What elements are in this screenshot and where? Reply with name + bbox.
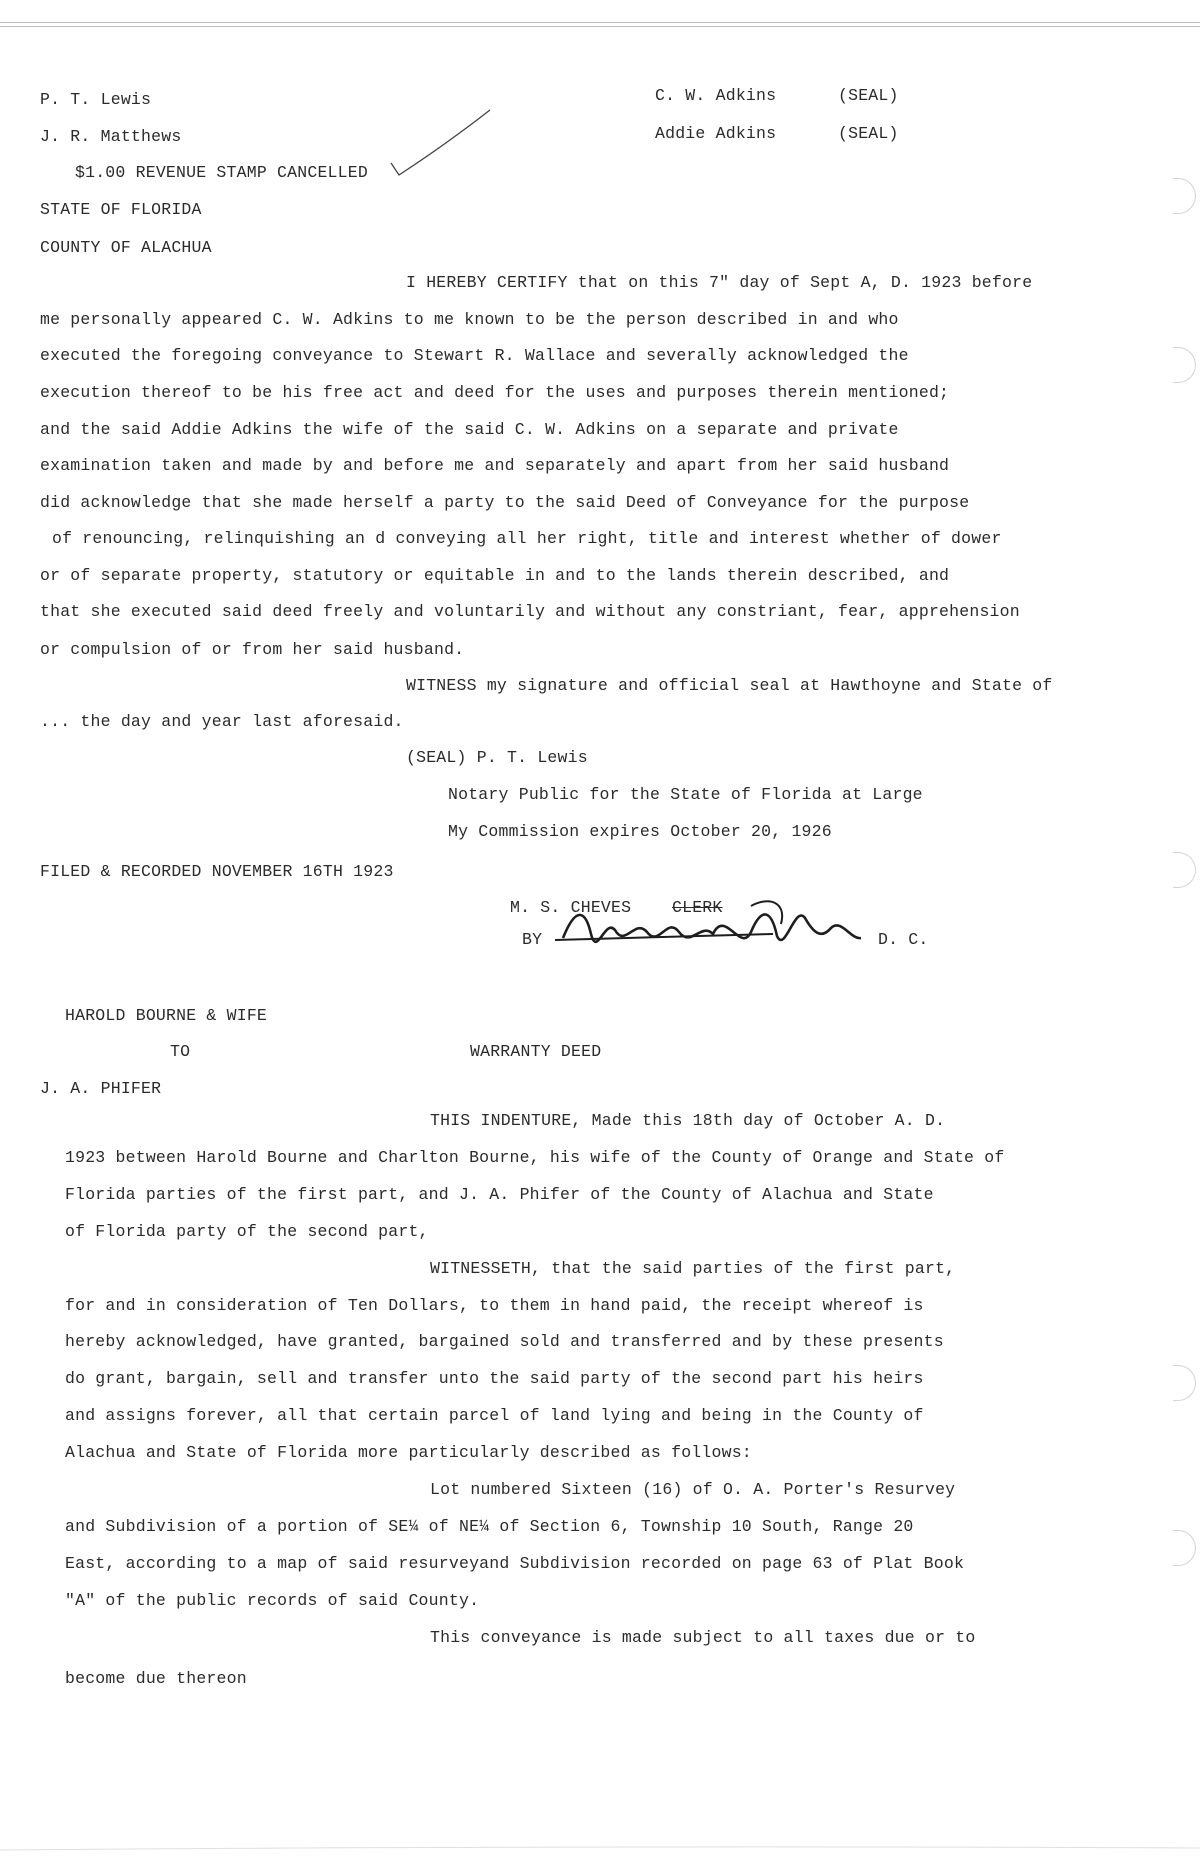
seal-mark: (SEAL) [838,124,899,143]
ack-line: examination taken and made by and before me and separately and apart from her said husband [40,456,950,475]
deed-line: Alachua and State of Florida more particularly described as follows: [65,1443,752,1462]
deed-line: WITNESSETH, that the said parties of the first part, [430,1259,956,1278]
ack-line: execution thereof to be his free act and deed for the uses and purposes therein mentioned; [40,383,950,402]
deed-line: become due thereon [65,1669,247,1688]
deed-to-heading: TO [170,1042,191,1061]
deed-line: for and in consideration of Ten Dollars, to them in hand paid, the receipt whereof is [65,1296,924,1315]
witness-clause: ... the day and year last aforesaid. [40,712,404,731]
check-mark [385,105,495,180]
notary-commission: My Commission expires October 20, 1926 [448,822,832,841]
clerk-name: M. S. CHEVES [510,898,632,917]
deed-line: Lot numbered Sixteen (16) of O. A. Porter's Resurvey [430,1480,956,1499]
ack-line: that she executed said deed freely and voluntarily and without any constriant, fear, apprehension [40,602,1020,621]
witness-name: J. R. Matthews [40,127,182,146]
deed-line: and assigns forever, all that certain parcel of land lying and being in the County of [65,1406,924,1425]
deed-grantor-heading: HAROLD BOURNE & WIFE [65,1006,268,1025]
ack-line: did acknowledge that she made herself a party to the said Deed of Conveyance for the purpose [40,493,970,512]
ack-line: and the said Addie Adkins the wife of the said C. W. Adkins on a separate and private [40,420,899,439]
witness-clause: WITNESS my signature and official seal at Hawthoyne and State of [406,676,1053,695]
ack-line: of renouncing, relinquishing an d conveying all her right, title and interest whether of dower [52,529,1002,548]
deed-line: Florida parties of the first part, and J. A. Phifer of the County of Alachua and State [65,1185,934,1204]
notary-name: (SEAL) P. T. Lewis [406,748,588,767]
top-rule [0,22,1200,23]
seal-mark: (SEAL) [838,86,899,105]
ack-line: executed the foregoing conveyance to Stewart R. Wallace and severally acknowledged the [40,346,909,365]
bottom-edge [0,1820,1200,1860]
grantor-name: Addie Adkins [655,124,777,143]
deed-title: WARRANTY DEED [470,1042,602,1061]
deed-line: THIS INDENTURE, Made this 18th day of October A. D. [430,1111,946,1130]
deputy-clerk-label: D. C. [878,930,929,949]
witness-name: P. T. Lewis [40,90,152,109]
clerk-title: CLERK [672,898,723,917]
ack-line: or compulsion of or from her said husband. [40,640,465,659]
ack-line: me personally appeared C. W. Adkins to me known to be the person described in and who [40,310,899,329]
deed-line: of Florida party of the second part, [65,1222,429,1241]
by-label: BY [522,930,543,949]
deed-line: do grant, bargain, sell and transfer unto the said party of the second part his heirs [65,1369,924,1388]
deed-line: hereby acknowledged, have granted, bargained sold and transferred and by these presents [65,1332,944,1351]
revenue-stamp-note: $1.00 REVENUE STAMP CANCELLED [75,163,368,182]
top-rule [0,26,1200,27]
notary-title: Notary Public for the State of Florida at Large [448,785,923,804]
deed-line: and Subdivision of a portion of SE¼ of NE¼ of Section 6, Township 10 South, Range 20 [65,1517,914,1536]
filed-recorded: FILED & RECORDED NOVEMBER 16TH 1923 [40,862,394,881]
grantor-name: C. W. Adkins [655,86,777,105]
deed-line: "A" of the public records of said County. [65,1591,480,1610]
venue-county: COUNTY OF ALACHUA [40,238,212,257]
deed-line: East, according to a map of said resurveyand Subdivision recorded on page 63 of Plat Book [65,1554,965,1573]
deed-line: This conveyance is made subject to all taxes due or to [430,1628,976,1647]
clerk-signature [555,888,870,968]
deed-line: 1923 between Harold Bourne and Charlton Bourne, his wife of the County of Orange and State of [65,1148,1005,1167]
ack-line: or of separate property, statutory or equitable in and to the lands therein described, and [40,566,950,585]
deed-grantee-heading: J. A. PHIFER [40,1079,162,1098]
venue-state: STATE OF FLORIDA [40,200,202,219]
ack-line: I HEREBY CERTIFY that on this 7" day of Sept A, D. 1923 before [406,273,1033,292]
